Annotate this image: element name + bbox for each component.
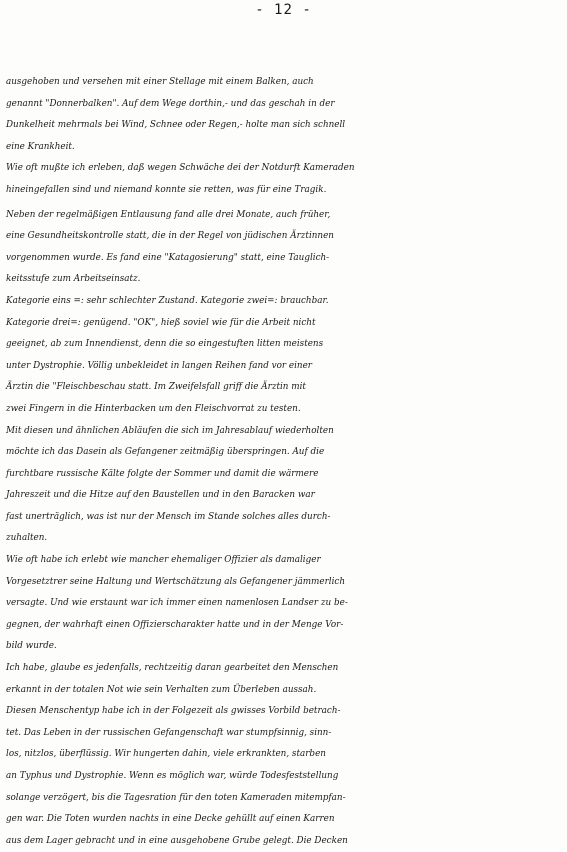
text-line: möchte ich das Dasein als Gefangener zeitmäßig überspringen. Auf die	[6, 447, 325, 458]
text-line: bild wurde.	[6, 641, 57, 652]
body-text	[6, 72, 566, 852]
text-line: erkannt in der totalen Not wie sein Verhalten zum Überleben aussah.	[6, 684, 317, 695]
text-line: Jahreszeit und die Hitze auf den Baustellen und in den Baracken war	[6, 490, 315, 501]
text-line: Neben der regelmäßigen Entlausung fand alle drei Monate, auch früher,	[6, 209, 331, 220]
text-line: solange verzögert, bis die Tagesration für den toten Kameraden mitempfan-	[6, 792, 346, 803]
text-line: eine Krankheit.	[6, 141, 75, 152]
text-line: tet. Das Leben in der russischen Gefangenschaft war stumpfsinnig, sinn-	[6, 727, 332, 738]
text-line: hineingefallen sind und niemand konnte sie retten, was für eine Tragik.	[6, 184, 327, 195]
text-line: Ich habe, glaube es jedenfalls, rechtzeitig daran gearbeitet den Menschen	[6, 663, 339, 674]
text-line: unter Dystrophie. Völlig unbekleidet in langen Reihen fand vor einer	[6, 360, 312, 371]
text-line: Diesen Menschentyp habe ich in der Folgezeit als gwisses Vorbild betrach-	[6, 706, 341, 717]
text-line: eine Gesundheitskontrolle statt, die in der Regel von jüdischen Ärztinnen	[6, 231, 334, 242]
text-line: Ärztin die "Fleischbeschau statt. Im Zweifelsfall griff die Ärztin mit	[6, 382, 306, 393]
text-line: Kategorie drei=: genügend. "OK", hieß soviel wie für die Arbeit nicht	[6, 317, 316, 328]
page-number: - 12 -	[255, 2, 312, 18]
text-line: vorgenommen wurde. Es fand eine "Katagosierung" statt, eine Tauglich-	[6, 252, 330, 263]
text-line: gen war. Die Toten wurden nachts in eine Decke gehüllt auf einen Karren	[6, 814, 335, 825]
text-line: furchtbare russische Kälte folgte der Sommer und damit die wärmere	[6, 468, 319, 479]
text-line: Wie oft mußte ich erleben, daß wegen Schwäche dei der Notdurft Kameraden	[6, 163, 355, 174]
text-line: gegnen, der wahrhaft einen Offizierscharakter hatte und in der Menge Vor-	[6, 619, 344, 630]
text-line: versagte. Und wie erstaunt war ich immer einen namenlosen Landser zu be-	[6, 598, 348, 609]
text-line: zuhalten.	[6, 533, 48, 544]
text-line: fast unerträglich, was ist nur der Mensch im Stande solches alles durch-	[6, 511, 331, 522]
text-line: Mit diesen und ähnlichen Abläufen die sich im Jahresablauf wiederholten	[6, 425, 334, 436]
text-line: Wie oft habe ich erlebt wie mancher ehemaliger Offizier als damaliger	[6, 555, 321, 566]
text-line: Vorgesetztrer seine Haltung und Wertschätzung als Gefangener jämmerlich	[6, 576, 346, 587]
text-line: an Typhus und Dystrophie. Wenn es möglich war, würde Todesfeststellung	[6, 771, 339, 781]
text-line: keitsstufe zum Arbeitseinsatz.	[6, 274, 141, 285]
text-line: genannt "Donnerbalken". Auf dem Wege dorthin,- und das geschah in der	[6, 98, 335, 109]
text-line: geeignet, ab zum Innendienst, denn die so eingestuften litten meistens	[6, 339, 324, 350]
text-line: ausgehoben und versehen mit einer Stellage mit einem Balken, auch	[6, 77, 314, 87]
text-line: Kategorie eins =: sehr schlechter Zustand. Kategorie zwei=: brauchbar.	[6, 295, 329, 306]
text-line: zwei Fingern in die Hinterbacken um den Fleischvorrat zu testen.	[6, 403, 301, 414]
text-line: aus dem Lager gebracht und in eine ausgehobene Grube gelegt. Die Decken	[6, 835, 348, 846]
text-line: Dunkelheit mehrmals bei Wind, Schnee oder Regen,- holte man sich schnell	[6, 120, 346, 131]
text-line: los, nitzlos, überflüssig. Wir hungerten dahin, viele erkrankten, starben	[6, 749, 326, 760]
